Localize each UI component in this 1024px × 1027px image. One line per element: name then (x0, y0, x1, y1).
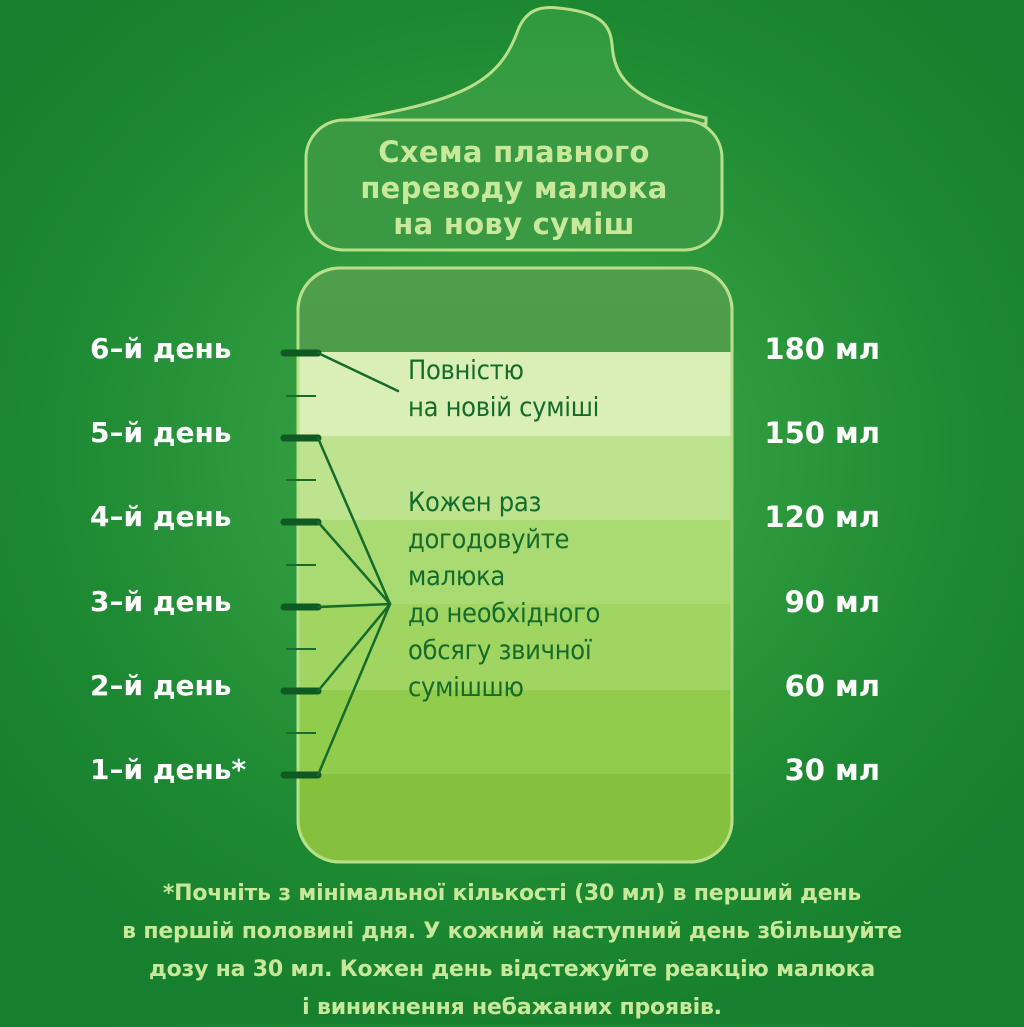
footnote (20, 875, 1004, 1027)
volume-label-60: 60 мл (784, 669, 880, 703)
level-30 (298, 774, 732, 862)
footnote-line: і виникнення небажаних проявів. (302, 995, 722, 1020)
footnote-line: дозу на 30 мл. Кожен день відстежуйте реакцію малюка (149, 957, 875, 982)
title-line: Схема плавного (378, 135, 650, 169)
day-label-4: 4–й день (90, 500, 232, 533)
bottle-nipple (348, 8, 706, 124)
title-line: на нову суміш (393, 207, 635, 241)
volume-label-150: 150 мл (764, 416, 880, 450)
day-label-5: 5–й день (90, 416, 232, 449)
day-label-6: 6–й день (90, 332, 232, 365)
note-line: на новій суміші (408, 392, 600, 423)
note-supplement (408, 484, 600, 706)
note-full-transition (408, 352, 599, 426)
footnote-line: *Почніть з мінімальної кількості (30 мл) в перший день (162, 881, 862, 906)
note-line: малюка (408, 561, 505, 592)
note-line: сумішшю (408, 672, 524, 703)
day-label-1: 1–й день* (90, 753, 247, 786)
footnote-line: в першій половині дня. У кожний наступний день збільшуйте (122, 919, 902, 944)
note-line: догодовуйте (408, 524, 570, 555)
note-line: до необхідного (408, 598, 601, 629)
volume-label-120: 120 мл (764, 500, 880, 534)
title-line: переводу малюка (360, 171, 668, 205)
volume-label-90: 90 мл (784, 585, 880, 619)
note-line: обсягу звичної (408, 635, 592, 666)
volume-label-30: 30 мл (784, 753, 880, 787)
note-line: Кожен раз (408, 487, 542, 518)
day-label-3: 3–й день (90, 585, 232, 618)
day-label-2: 2–й день (90, 669, 232, 702)
note-line: Повністю (408, 355, 524, 386)
scheme-title (308, 134, 720, 242)
volume-label-180: 180 мл (764, 332, 880, 366)
